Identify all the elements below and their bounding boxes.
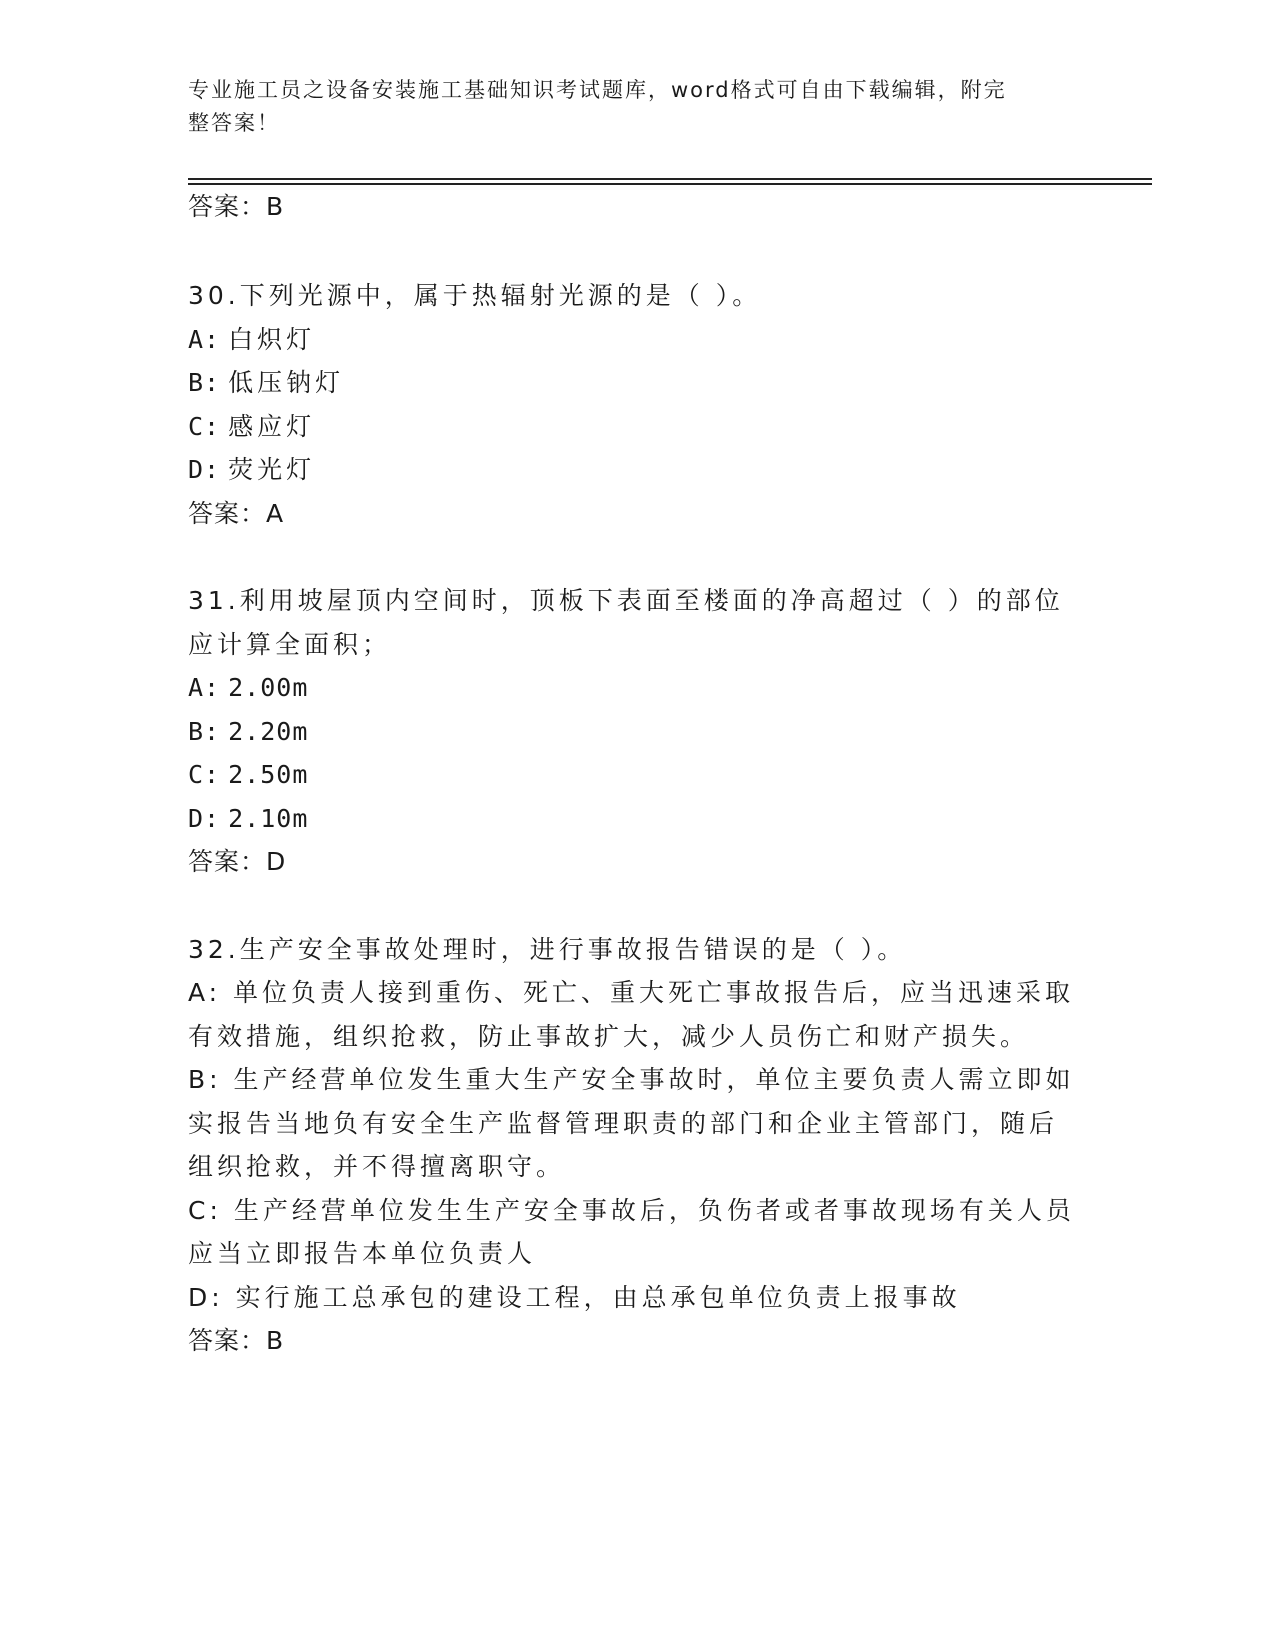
- document-header: [188, 74, 1068, 140]
- q31-option-b: [188, 715, 308, 749]
- q32-option-a-line-1: A: 单位负责人接到重伤、死亡、重大死亡事故报告后，应当迅速采取: [188, 978, 1075, 1007]
- q31-option-d: [188, 802, 308, 836]
- option-label: A:: [188, 673, 221, 702]
- q30-stem: 30.下列光源中，属于热辐射光源的是（ ）。: [188, 281, 762, 310]
- option-text: 低压钠灯: [228, 368, 345, 397]
- option-label: B:: [188, 368, 221, 397]
- q30-option-b: [188, 366, 344, 400]
- option-text: 2.20m: [228, 717, 309, 746]
- option-label: D:: [188, 455, 221, 484]
- previous-answer: 答案：B: [188, 192, 285, 221]
- q32-stem: 32.生产安全事故处理时，进行事故报告错误的是（ ）。: [188, 935, 907, 964]
- q32-option-a-line-2: 有效措施，组织抢救，防止事故扩大，减少人员伤亡和财产损失。: [188, 1022, 1030, 1051]
- option-text: 2.10m: [228, 804, 309, 833]
- q30-option-a: [188, 323, 315, 357]
- option-label: C:: [188, 412, 221, 441]
- option-text: 感应灯: [228, 412, 316, 441]
- option-label: C:: [188, 760, 221, 789]
- q31-option-a: [188, 671, 308, 705]
- q32-option-c-line-2: 应当立即报告本单位负责人: [188, 1239, 537, 1268]
- q32-option-d-line-1: D: 实行施工总承包的建设工程，由总承包单位负责上报事故: [188, 1283, 961, 1312]
- q32-option-b-line-3: 组织抢救，并不得擅离职守。: [188, 1152, 566, 1181]
- header-rule-top: [188, 178, 1152, 180]
- header-line-1: 专业施工员之设备安装施工基础知识考试题库，word格式可自由下载编辑，附完: [188, 78, 1007, 102]
- q30-answer: 答案：A: [188, 499, 285, 528]
- q31-answer: 答案：D: [188, 847, 287, 876]
- q31-stem-line-2: 应计算全面积；: [188, 630, 392, 659]
- header-rule-bottom: [188, 183, 1152, 185]
- option-text: 2.00m: [228, 673, 309, 702]
- option-text: 2.50m: [228, 760, 309, 789]
- option-label: B:: [188, 717, 221, 746]
- q31-option-c: [188, 758, 308, 792]
- q31-stem-line-1: 31.利用坡屋顶内空间时，顶板下表面至楼面的净高超过（ ）的部位: [188, 586, 1064, 615]
- option-label: D:: [188, 804, 221, 833]
- option-text: 荧光灯: [228, 455, 316, 484]
- q32-option-b-line-2: 实报告当地负有安全生产监督管理职责的部门和企业主管部门，随后: [188, 1109, 1059, 1138]
- option-text: 白炽灯: [228, 325, 316, 354]
- q32-option-c-line-1: C: 生产经营单位发生生产安全事故后，负伤者或者事故现场有关人员: [188, 1196, 1075, 1225]
- option-label: A:: [188, 325, 221, 354]
- q30-option-d: [188, 453, 315, 487]
- q32-answer: 答案：B: [188, 1326, 285, 1355]
- q32-option-b-line-1: B: 生产经营单位发生重大生产安全事故时，单位主要负责人需立即如: [188, 1065, 1075, 1094]
- header-line-2: 整答案！: [188, 111, 280, 135]
- q30-option-c: [188, 410, 315, 444]
